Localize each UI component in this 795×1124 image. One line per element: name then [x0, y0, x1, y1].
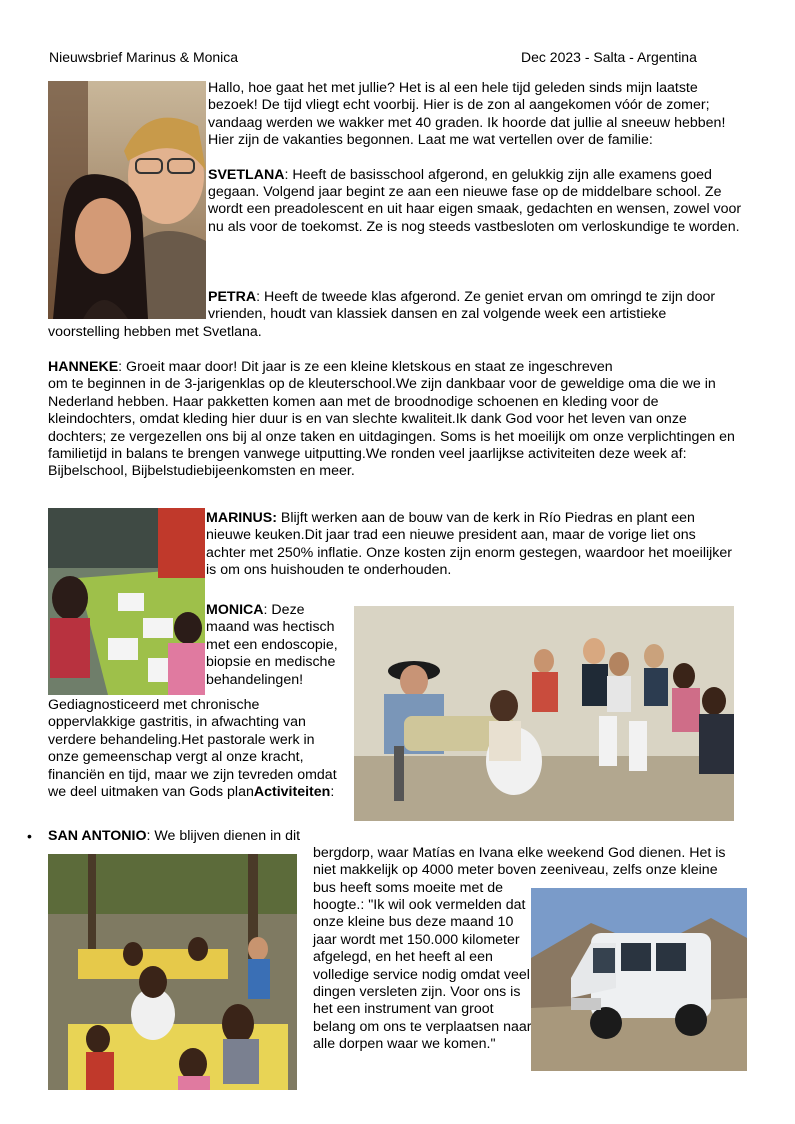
san-antonio-name: SAN ANTONIO: [48, 828, 147, 844]
hanneke-text: : Groeit maar door! Dit jaar is ze een kleine kletskous en staat ze ingeschreven: [118, 359, 613, 375]
marinus-paragraph: [206, 510, 736, 580]
petra-paragraph: [208, 289, 748, 324]
bus-quote: hoogte.: "Ik wil ook vermelden dat onze kleine bus deze maand 10 jaar wordt met 150.000 kilometer afgelegd, en het heeft al een volledige service nodig omdat veel dingen versleten zijn. Voor ons is het een instrument van groot belang om ons te verplaatsen naar alle dorpen waar we komen.": [313, 897, 532, 1053]
petra-continuation: voorstelling hebben met Svetlana.: [48, 324, 262, 340]
intro-paragraph: Hallo, hoe gaat het met jullie? Het is al een hele tijd geleden sinds mijn laatste bezoek! De tijd vliegt echt voorbij. Hier is de zon al aangekomen vóór de zomer; vandaag werden we wakker met 40 graden. Ik hoorde dat jullie al sneeuw hebben! Hier zijn de vakanties begonnen. Laat me wat vertellen over de familie:: [208, 80, 726, 149]
van-photo: [531, 888, 747, 1071]
petra-text: : Heeft de tweede klas afgerond. Ze geniet ervan om omringd te zijn door vrienden, houdt van klassiek dansen en zal volgende week een artistieke: [208, 289, 716, 323]
newsletter-title: Nieuwsbrief Marinus & Monica: [49, 49, 239, 65]
hanneke-continuation: om te beginnen in de 3-jarigenklas op de kleuterschool.We zijn dankbaar voor de geweldige oma die we in Nederland hebben. Haar pakketten komen aan met de broodnodige schoenen en kleding voor de kleindochters, omdat kleding hier duur is en van slechte kwaliteit.Ik dank God voor het leven van onze dochters; ze vergezellen ons bij al onze taken en uitdagingen. Soms is het moeilijk om onze verplichtingen en familietijd in balans te brengen vanwege uitputting.We ronden veel jaarlijkse activiteiten deze week af: Bijbelschool, Bijbelstudiebijeenkomsten en meer.: [48, 376, 735, 480]
monica-paragraph: [206, 602, 346, 689]
couple-photo: [48, 81, 206, 319]
svetlana-name: SVETLANA: [208, 166, 285, 183]
svetlana-text: : Heeft de basisschool afgerond, en gelukkig zijn alle examens goed gegaan. Volgend jaar begint ze aan een nieuwe fase op de middelbare school. Ze wordt een preadolescent en uit haar eigen smaak, gedachten en wensen, zowel voor nu als voor de toekomst. Ze is nog steeds vastbesloten om verloskundige te worden.: [208, 166, 742, 235]
hanneke-name: HANNEKE: [48, 359, 119, 375]
petra-name: PETRA: [208, 289, 257, 305]
monica-text-continued: Gediagnosticeerd met chronische oppervlakkige gastritis, in afwachting van verdere behandeling.Het pastorale werk in onze gemeenschap vergt al onze kracht, financiën en tijd, maar we zijn tevreden omdat we deel uitmaken van Gods plan: [48, 697, 337, 801]
activities-heading: Activiteiten: [253, 784, 331, 801]
newsletter-date-location: Dec 2023 - Salta - Argentina: [521, 49, 697, 65]
group-meeting-photo: [354, 606, 734, 821]
bullet-marker: •: [27, 828, 32, 844]
monica-continuation: [48, 697, 348, 801]
children-drawing-photo: [48, 508, 205, 695]
children-outdoor-photo: [48, 854, 297, 1090]
activities-colon: :: [330, 784, 335, 801]
san-antonio-continuation: bergdorp, waar Matías en Ivana elke weekend God dienen. Het is niet makkelijk op 4000 meter boven zeeniveau, zelfs onze kleine bus heeft soms moeite met de: [313, 845, 726, 896]
san-antonio-text: : We blijven dienen in dit: [146, 828, 301, 844]
monica-text: : Deze maand was hectisch met een endoscopie, biopsie en medische behandelingen!: [206, 602, 338, 688]
hanneke-paragraph: [48, 359, 748, 376]
svetlana-paragraph: [208, 167, 748, 237]
san-antonio-paragraph: [48, 828, 348, 845]
marinus-text: Blijft werken aan de bouw van de kerk in Río Piedras en plant een nieuwe keuken.Dit jaar trad een nieuwe president aan, maar de vorige liet ons achter met 250% inflatie. Onze kosten zijn enorm gestegen, waardoor het moeilijker is om ons huishouden te onderhouden.: [206, 510, 732, 579]
marinus-name: MARINUS:: [206, 510, 277, 526]
monica-name: MONICA: [206, 602, 264, 618]
